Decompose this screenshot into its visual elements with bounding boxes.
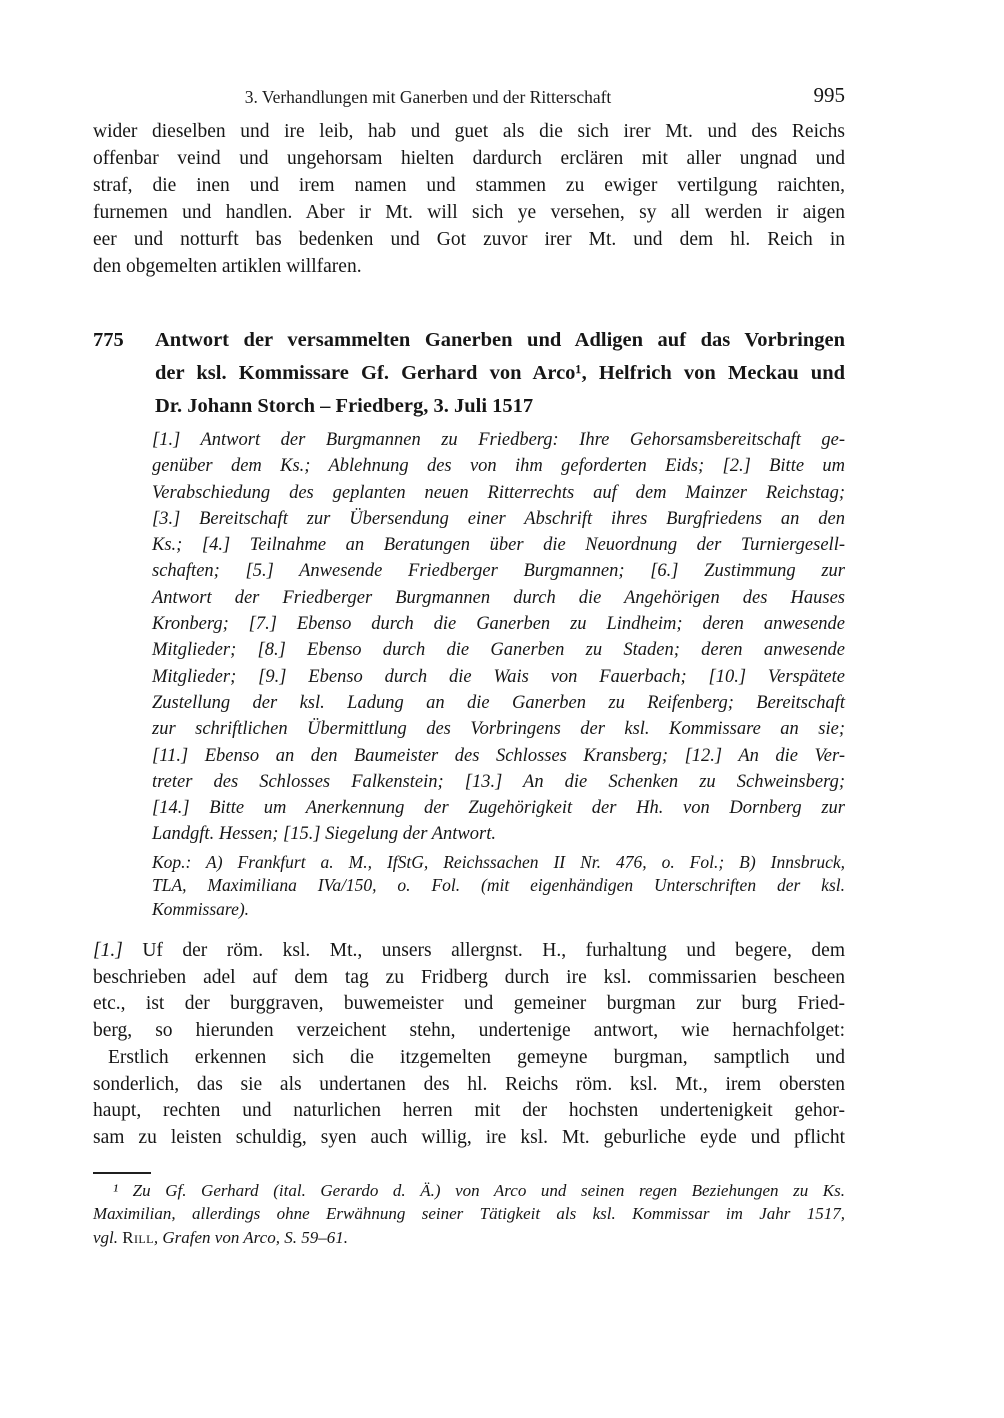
text-line: den obgemelten artiklen willfaren. [93, 256, 362, 277]
text-line: zur schriftlichen Übermittlung des Vorbringens der ksl. Kommissare an sie; [152, 719, 845, 740]
text-line: Mitglieder; [8.] Ebenso durch die Ganerben zu Staden; deren anwesende [152, 640, 845, 661]
text-line: haupt, rechten und naturlichen herren mit der hochsten undertenigkeit gehor- [93, 1100, 845, 1122]
footnote-rule [93, 1172, 151, 1174]
text-line: Maximilian, allerdings ohne Erwähnung seiner Tätigkeit als ksl. Kommissar im Jahr 1517, [93, 1204, 845, 1224]
text-line: beschrieben adel auf dem tag zu Fridberg durch ire ksl. commissarien bescheen [93, 966, 845, 988]
section-title: 3. Verhandlungen mit Ganerben und der Ritterschaft [244, 87, 612, 107]
page-number: 995 [813, 83, 845, 107]
text-line: straf, die inen und irem namen und stammen zu ewiger vertilgung raichten, [93, 175, 845, 196]
text-line: sam zu leisten schuldig, syen auch willig, ire ksl. Mt. geburliche eyde und pflicht [93, 1126, 845, 1148]
text-line: Mitglieder; [9.] Ebenso durch die Wais von Fauerbach; [10.] Verspätete [152, 666, 845, 687]
text-line: berg, so hierunden verzeichent stehn, undertenige antwort, wie hernachfolget: [93, 1020, 845, 1042]
text-line: [1.] Antwort der Burgmannen zu Friedberg: Ihre Gehorsamsbereitschaft ge- [152, 430, 845, 450]
text-line: ¹ Zu Gf. Gerhard (ital. Gerardo d. Ä.) von Arco und seinen regen Beziehungen zu Ks. [113, 1181, 845, 1200]
text-line: Antwort der Friedberger Burgmannen durch die Angehörigen des Hauses [152, 587, 845, 608]
text-line: sonderlich, das sie als undertanen des hl. Reichs röm. ksl. Mt., irem obersten [93, 1073, 845, 1095]
text-line: TLA, Maximiliana IVa/150, o. Fol. (mit eigenhändigen Unterschriften der ksl. [152, 875, 845, 896]
entry-number: 775 [93, 329, 124, 351]
entry-title [155, 324, 845, 423]
text-line: [14.] Bitte um Anerkennung der Zugehörigkeit der Hh. von Dornberg zur [152, 798, 845, 819]
text-line: [1.] Uf der röm. ksl. Mt., unsers allergnst. H., furhaltung und begere, dem [93, 940, 845, 961]
text-line: Landgft. Hessen; [15.] Siegelung der Antwort. [152, 824, 496, 845]
footnote-1 [93, 1179, 845, 1249]
text-line: Kommissare). [152, 898, 250, 919]
text-line: Verabschiedung des geplanten neuen Ritterrechts auf dem Mainzer Reichstag; [152, 482, 845, 503]
text-line: treter des Schlosses Falkenstein; [13.] An die Schenken zu Schweinsberg; [152, 771, 845, 792]
text-line: schaften; [5.] Anwesende Friedberger Burgmannen; [6.] Zustimmung zur [152, 561, 845, 582]
text-line: Antwort der versammelten Ganerben und Adligen auf das Vorbringen [155, 329, 845, 351]
text-line: furnemen und handlen. Aber ir Mt. will sich ye versehen, sy all werden ir aigen [93, 202, 845, 223]
text-line: Zustellung der ksl. Ladung an die Ganerben zu Reifenberg; Bereitschaft [152, 692, 845, 713]
entry-body [93, 938, 845, 1152]
source-note [152, 851, 845, 921]
text-line: vgl. Rill, Grafen von Arco, S. 59–61. [93, 1227, 348, 1247]
text-line: [3.] Bereitschaft zur Übersendung einer Abschrift ihres Burgfriedens an den [152, 508, 845, 529]
text-line: Kop.: A) Frankfurt a. M., IfStG, Reichssachen II Nr. 476, o. Fol.; B) Innsbruck, [152, 852, 845, 872]
intro-paragraph [93, 118, 845, 280]
entry-abstract [152, 427, 845, 848]
text-line: Ks.; [4.] Teilnahme an Beratungen über die Neuordnung der Turniergesell- [152, 535, 845, 556]
text-line: etc., ist der burggraven, buwemeister und gemeiner burgman zur burg Fried- [93, 993, 845, 1015]
text-line: Dr. Johann Storch – Friedberg, 3. Juli 1517 [155, 395, 534, 417]
text-line: eer und notturft bas bedenken und Got zuvor irer Mt. und dem hl. Reich in [93, 229, 845, 250]
running-header [93, 84, 845, 110]
text-line: [11.] Ebenso an den Baumeister des Schlosses Kransberg; [12.] An die Ver- [152, 745, 845, 766]
text-line: der ksl. Kommissare Gf. Gerhard von Arco¹, Helfrich von Meckau und [155, 362, 845, 384]
text-line: genüber dem Ks.; Ablehnung des von ihm geforderten Eids; [2.] Bitte um [152, 456, 845, 477]
text-line: wider dieselben und ire leib, hab und guet als die sich irer Mt. und des Reichs [93, 121, 845, 142]
entry-head [93, 324, 845, 423]
text-line: Erstlich erkennen sich die itzgemelten gemeyne burgman, samptlich und [108, 1046, 845, 1068]
text-line: offenbar veind und ungehorsam hielten dardurch erclären mit aller ungnad und [93, 148, 845, 169]
text-line: Kronberg; [7.] Ebenso durch die Ganerben zu Lindheim; deren anwesende [152, 614, 845, 635]
